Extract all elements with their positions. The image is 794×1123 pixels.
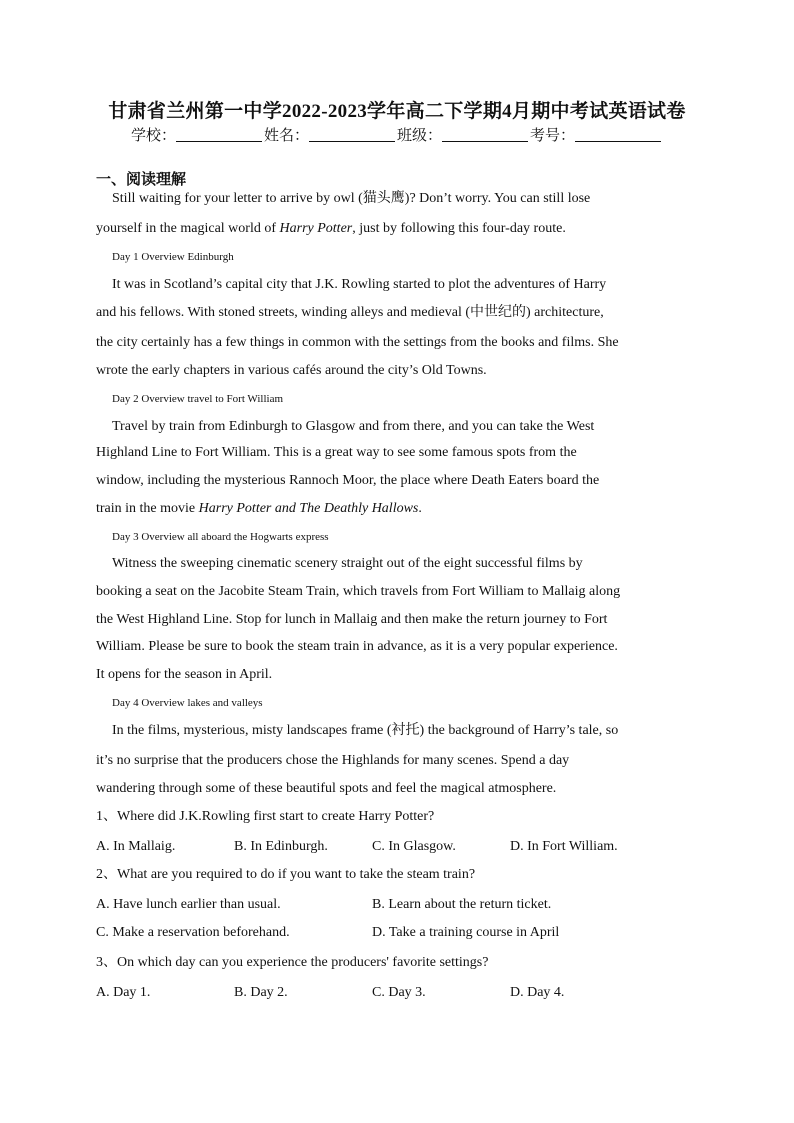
passage-line: Highland Line to Fort William. This is a great way to see some famous spots from the <box>96 445 577 460</box>
text-run: , just by following this four-day route. <box>352 221 566 236</box>
page-title: 甘肃省兰州第一中学2022-2023学年高二下学期4月期中考试英语试卷 <box>108 101 686 122</box>
passage-line: Witness the sweeping cinematic scenery straight out of the eight successful films by <box>112 556 583 571</box>
question-stem: 3、On which day can you experience the producers' favorite settings? <box>96 955 489 970</box>
day-heading: Day 4 Overview lakes and valleys <box>112 697 263 709</box>
option-c[interactable]: C. Day 3. <box>372 985 426 1000</box>
day-heading: Day 2 Overview travel to Fort William <box>112 393 284 405</box>
text-run: . <box>418 501 422 516</box>
option-a[interactable]: A. In Mallaig. <box>96 839 176 854</box>
passage-line: it’s no surprise that the producers chose the Highlands for many scenes. Spend a day <box>96 753 570 768</box>
class-field <box>397 124 530 145</box>
exam-number-label: 考号： <box>530 128 576 144</box>
option-b[interactable]: B. Day 2. <box>234 985 288 1000</box>
name-blank[interactable] <box>309 127 395 142</box>
option-a[interactable]: A. Have lunch earlier than usual. <box>96 897 281 912</box>
passage-line: booking a seat on the Jacobite Steam Train, which travels from Fort William to Mallaig along <box>96 584 621 599</box>
section-title: 一、阅读理解 <box>96 172 187 188</box>
passage-line: Still waiting for your letter to arrive by owl (猫头鹰)? Don’t worry. You can still lose <box>112 191 591 206</box>
name-label: 姓名： <box>263 128 309 144</box>
text-run: yourself in the magical world of <box>96 221 280 236</box>
exam-number-blank[interactable] <box>575 127 661 142</box>
class-label: 班级： <box>397 128 443 144</box>
class-blank[interactable] <box>442 127 528 142</box>
passage-line: the city certainly has a few things in common with the settings from the books and films. She <box>96 335 619 350</box>
school-label: 学校： <box>130 128 176 144</box>
school-blank[interactable] <box>176 127 262 142</box>
question-stem: 1、Where did J.K.Rowling first start to create Harry Potter? <box>96 809 435 824</box>
passage-line: In the films, mysterious, misty landscapes frame (衬托) the background of Harry’s tale, so <box>112 723 619 738</box>
day-heading: Day 3 Overview all aboard the Hogwarts express <box>112 531 329 543</box>
option-b[interactable]: B. Learn about the return ticket. <box>372 897 552 912</box>
passage-line <box>96 500 696 518</box>
school-field <box>131 124 264 145</box>
passage-line: It was in Scotland’s capital city that J.K. Rowling started to plot the adventures of Harry <box>112 277 607 292</box>
passage-line: William. Please be sure to book the steam train in advance, as it is a very popular experience. <box>96 639 618 654</box>
passage-line: Travel by train from Edinburgh to Glasgow and from there, and you can take the West <box>112 419 595 434</box>
option-a[interactable]: A. Day 1. <box>96 985 151 1000</box>
day-heading: Day 1 Overview Edinburgh <box>112 251 234 263</box>
passage-line <box>96 220 696 238</box>
option-b[interactable]: B. In Edinburgh. <box>234 839 328 854</box>
exam-number-field <box>530 124 663 145</box>
passage-line: the West Highland Line. Stop for lunch in Mallaig and then make the return journey to Fort <box>96 612 608 627</box>
option-c[interactable]: C. Make a reservation beforehand. <box>96 925 290 940</box>
book-title: Harry Potter <box>279 221 353 236</box>
question-stem: 2、What are you required to do if you want to take the steam train? <box>96 867 476 882</box>
option-d[interactable]: D. Day 4. <box>510 985 565 1000</box>
text-run: train in the movie <box>96 501 199 516</box>
passage-line: wandering through some of these beautiful spots and feel the magical atmosphere. <box>96 781 557 796</box>
movie-title: Harry Potter and The Deathly Hallows <box>198 501 419 516</box>
passage-line: wrote the early chapters in various cafés around the city’s Old Towns. <box>96 363 487 378</box>
passage-line: It opens for the season in April. <box>96 667 273 682</box>
option-d[interactable]: D. Take a training course in April <box>372 925 560 940</box>
student-info-line <box>0 124 794 145</box>
passage-line: window, including the mysterious Rannoch Moor, the place where Death Eaters board the <box>96 473 600 488</box>
option-d[interactable]: D. In Fort William. <box>510 839 618 854</box>
option-c[interactable]: C. In Glasgow. <box>372 839 456 854</box>
name-field <box>264 124 397 145</box>
passage-line: and his fellows. With stoned streets, winding alleys and medieval (中世纪的) architecture, <box>96 305 604 320</box>
